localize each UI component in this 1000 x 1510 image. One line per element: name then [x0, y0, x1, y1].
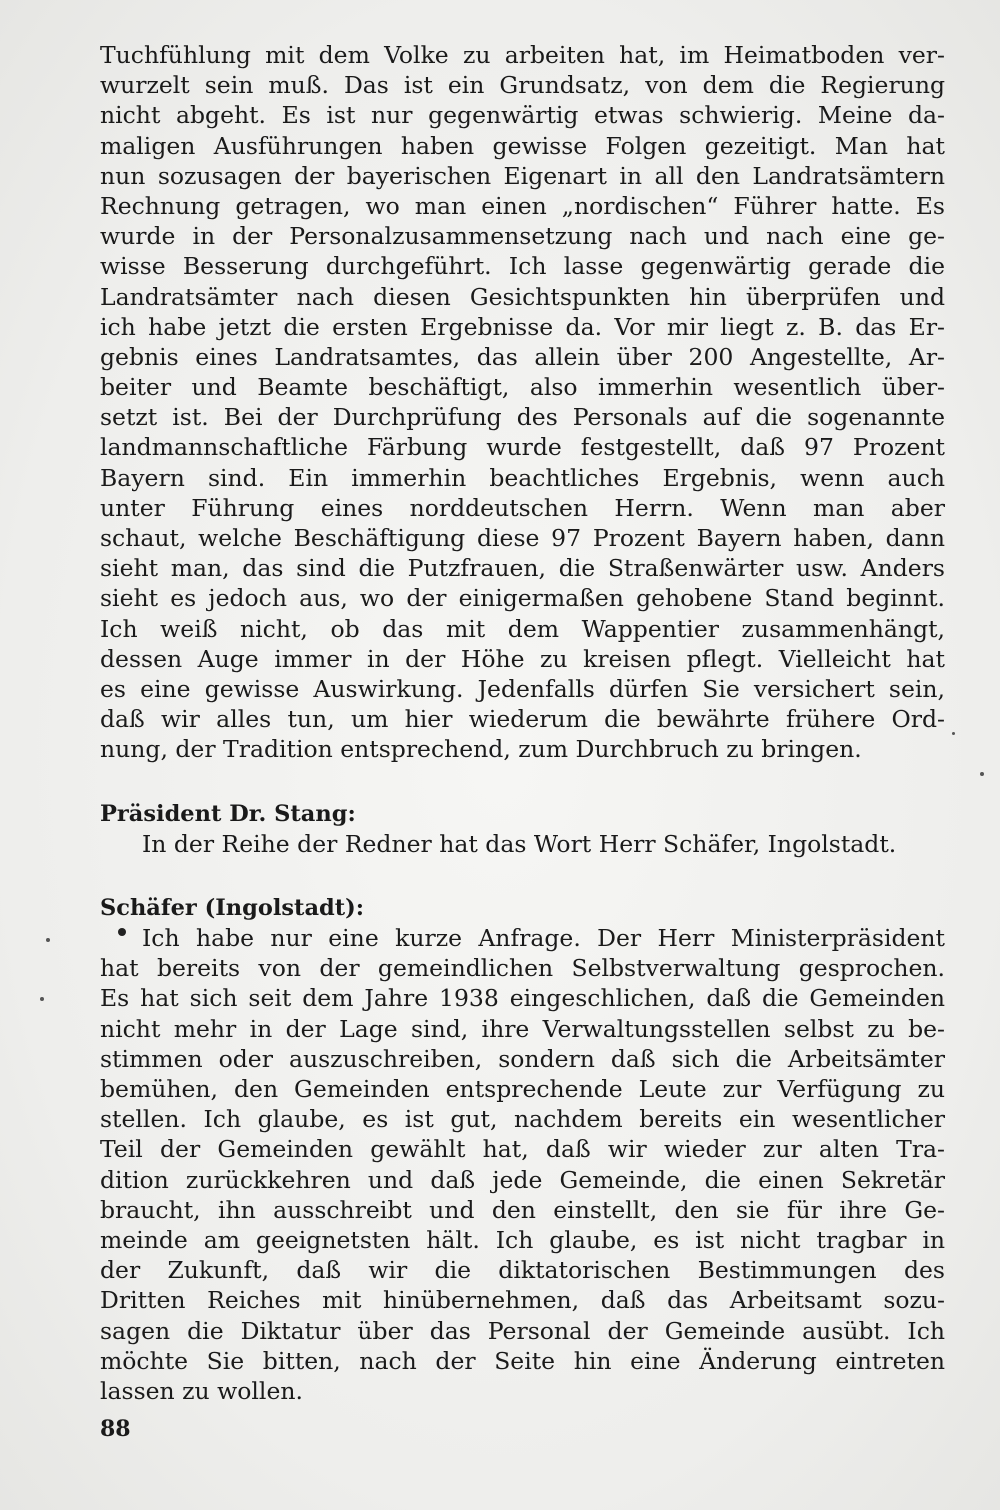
text-line: bemühen, den Gemeinden entsprechende Leute zur Verfügung zu: [100, 1075, 945, 1103]
text-line: stimmen oder auszuschreiben, sondern daß sich die Arbeitsämter: [100, 1044, 945, 1073]
text-line: Es hat sich seit dem Jahre 1938 eingeschlichen, daß die Gemeinden: [100, 984, 945, 1013]
paragraph-president-statement: [100, 829, 945, 859]
text-line: setzt ist. Bei der Durchprüfung des Personals auf die sogenannte: [100, 403, 945, 432]
text-line: Landratsämter nach diesen Gesichtspunkten hin überprüfen und: [100, 282, 945, 311]
text-line: Dritten Reiches mit hinübernehmen, daß das Arbeitsamt sozu-: [100, 1286, 945, 1315]
text-line: meinde am geeignetsten hält. Ich glaube, es ist nicht tragbar in: [100, 1225, 945, 1254]
speaker-heading-schaefer: Schäfer (Ingolstadt):: [100, 894, 365, 921]
text-line: der Zukunft, daß wir die diktatorischen Bestimmungen des: [100, 1256, 945, 1285]
text-line: nicht abgeht. Es ist nur gegenwärtig etwas schwierig. Meine da-: [100, 101, 945, 130]
text-line: wurzelt sein muß. Das ist ein Grundsatz, von dem die Regierung: [100, 71, 945, 100]
text-line: daß wir alles tun, um hier wiederum die bewährte frühere Ord-: [100, 705, 945, 734]
text-line: dessen Auge immer in der Höhe zu kreisen pflegt. Vielleicht hat: [100, 644, 945, 673]
scan-speck: [980, 772, 984, 776]
scan-speck: [952, 732, 955, 735]
text-line: landmannschaftliche Färbung wurde festgestellt, daß 97 Prozent: [100, 433, 945, 462]
text-line: schaut, welche Beschäftigung diese 97 Prozent Bayern haben, dann: [100, 524, 945, 552]
paragraph-schaefer-statement: [100, 923, 945, 1406]
text-line: nicht mehr in der Lage sind, ihre Verwaltungsstellen selbst zu be-: [100, 1014, 945, 1043]
text-line: sieht man, das sind die Putzfrauen, die Straßenwärter usw. Anders: [100, 554, 945, 583]
text-line: wisse Besserung durchgeführt. Ich lasse gegenwärtig gerade die: [100, 252, 945, 281]
text-line: lassen zu wollen.: [100, 1376, 303, 1405]
text-line: gebnis eines Landratsamtes, das allein über 200 Angestellte, Ar-: [100, 342, 945, 371]
text-line: möchte Sie bitten, nach der Seite hin eine Änderung eintreten: [100, 1346, 945, 1375]
text-line: beiter und Beamte beschäftigt, also immerhin wesentlich über-: [100, 373, 945, 402]
text-line: nung, der Tradition entsprechend, zum Durchbruch zu bringen.: [100, 735, 862, 764]
text-line: Rechnung getragen, wo man einen „nordischen“ Führer hatte. Es: [100, 191, 945, 220]
paragraph-minister-statement: [100, 40, 945, 765]
text-line: maligen Ausführungen haben gewisse Folgen gezeitigt. Man hat: [100, 131, 945, 160]
text-line: Teil der Gemeinden gewählt hat, daß wir wieder zur alten Tra-: [100, 1135, 945, 1164]
text-line: ich habe jetzt die ersten Ergebnisse da. Vor mir liegt z. B. das Er-: [100, 312, 945, 341]
speaker-heading-president: Präsident Dr. Stang:: [100, 800, 356, 827]
text-line: sieht es jedoch aus, wo der einigermaßen gehobene Stand beginnt.: [100, 584, 945, 613]
text-line: sagen die Diktatur über das Personal der Gemeinde ausübt. Ich: [100, 1316, 945, 1345]
text-line: In der Reihe der Redner hat das Wort Herr Schäfer, Ingolstadt.: [142, 829, 897, 858]
text-line: hat bereits von der gemeindlichen Selbstverwaltung gesprochen.: [100, 954, 945, 983]
text-line: nun sozusagen der bayerischen Eigenart in all den Landratsämtern: [100, 161, 945, 190]
text-line: Ich habe nur eine kurze Anfrage. Der Herr Ministerpräsident: [142, 924, 945, 953]
text-line: braucht, ihn ausschreibt und den einstellt, den sie für ihre Ge-: [100, 1195, 945, 1224]
text-line: Ich weiß nicht, ob das mit dem Wappentier zusammenhängt,: [100, 614, 945, 643]
text-line: wurde in der Personalzusammensetzung nach und nach eine ge-: [100, 222, 945, 251]
text-line: stellen. Ich glaube, es ist gut, nachdem bereits ein wesentlicher: [100, 1105, 945, 1134]
scan-speck: [40, 997, 44, 1001]
text-line: dition zurückkehren und daß jede Gemeinde, die einen Sekretär: [100, 1165, 945, 1194]
body-text: [100, 40, 945, 1406]
text-line: Bayern sind. Ein immerhin beachtliches Ergebnis, wenn auch: [100, 463, 945, 492]
page-number: 88: [100, 1416, 131, 1442]
text-line: unter Führung eines norddeutschen Herrn. Wenn man aber: [100, 493, 945, 522]
scan-speck: [46, 938, 50, 942]
scan-speck: [118, 928, 126, 936]
text-line: es eine gewisse Auswirkung. Jedenfalls dürfen Sie versichert sein,: [100, 674, 945, 703]
text-line: Tuchfühlung mit dem Volke zu arbeiten hat, im Heimatboden ver-: [100, 41, 945, 69]
